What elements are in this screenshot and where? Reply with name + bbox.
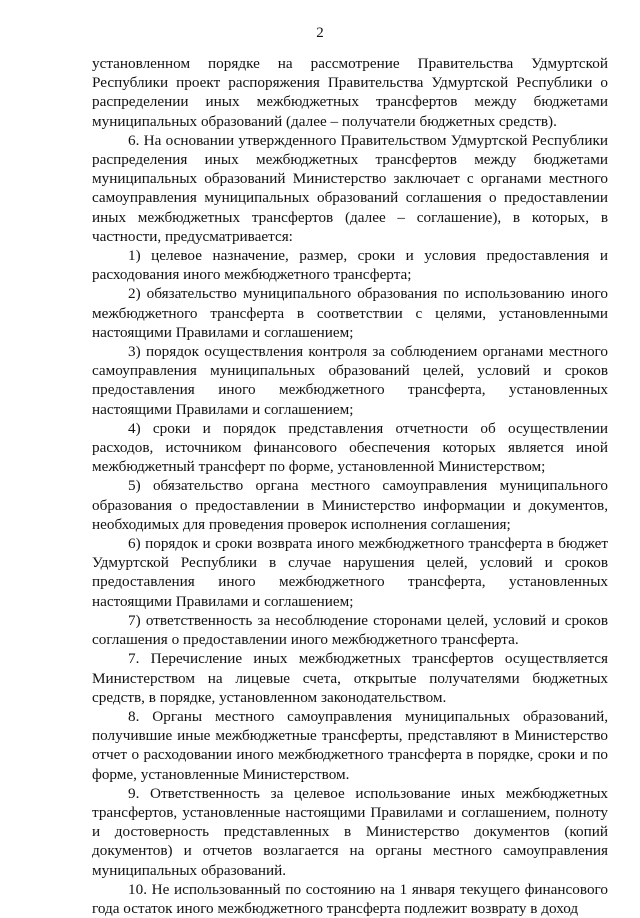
paragraph-subitem-2: 2) обязательство муниципального образования по использованию иного межбюджетного трансферта в соответствии с целями, установленными настоящими Правилами и соглашением; [92,285,608,341]
paragraph-item-9: 9. Ответственность за целевое использование иных межбюджетных трансфертов, установленные настоящими Правилами и соглашением, полноту и достоверность представленных в Министерство документов (копий документов) и отчетов возлагается на органы местного самоуправления муниципальных образований. [92,784,608,879]
paragraph-subitem-1: 1) целевое назначение, размер, сроки и условия предоставления и расходования иного межбюджетного трансферта; [92,247,608,284]
page-number: 2 [316,25,324,41]
paragraph-item-6: 6. На основании утвержденного Правительством Удмуртской Республики распределения иных межбюджетных трансфертов между бюджетами муниципальных образований Министерство заключает с органами местного самоуправления муниципальных образований соглашения о предоставлении иных межбюджетных трансфертов (далее – соглашение), в которых, в частности, предусматривается: [92,131,608,245]
paragraph-subitem-3: 3) порядок осуществления контроля за соблюдением органами местного самоуправления муниципальных образований целей, условий и сроков предоставления иного межбюджетного трансферта, установленных настоящими Правилами и соглашением; [92,343,608,418]
paragraph-continuation: установленном порядке на рассмотрение Правительства Удмуртской Республики проект распоряжения Правительства Удмуртской Республики о распределении иных межбюджетных трансфертов между бюджетами муниципальных образований (далее – получатели бюджетных средств). [92,55,608,130]
paragraph-subitem-4: 4) сроки и порядок представления отчетности об осуществлении расходов, источником финансового обеспечения которых является иной межбюджетный трансферт по форме, установленной Министерством; [92,419,608,476]
paragraph-item-8: 8. Органы местного самоуправления муниципальных образований, получившие иные межбюджетные трансферты, представляют в Министерство отчет о расходовании иного межбюджетного трансферта в порядке, сроки и по форме, установленные Министерством. [92,707,608,783]
paragraph-item-10: 10. Не использованный по состоянию на 1 января текущего финансового года остаток иного межбюджетного трансферта подлежит возврату в доход [92,880,608,917]
paragraph-item-7: 7. Перечисление иных межбюджетных трансфертов осуществляется Министерством на лицевые счета, открытые получателями бюджетных средств, в порядке, установленном законодательством. [92,650,608,706]
document-body [92,54,608,918]
paragraph-subitem-6: 6) порядок и сроки возврата иного межбюджетного трансферта в бюджет Удмуртской Республики в случае нарушения целей, условий и сроков предоставления иного межбюджетного трансферта, установленных настоящими Правилами и соглашением; [92,535,608,610]
paragraph-subitem-7: 7) ответственность за несоблюдение сторонами целей, условий и сроков соглашения о предоставлении иного межбюджетного трансферта. [92,611,608,649]
paragraph-subitem-5: 5) обязательство органа местного самоуправления муниципального образования о предоставлении в Министерство информации и документов, необходимых для проведения проверок исполнения соглашения; [92,477,608,533]
